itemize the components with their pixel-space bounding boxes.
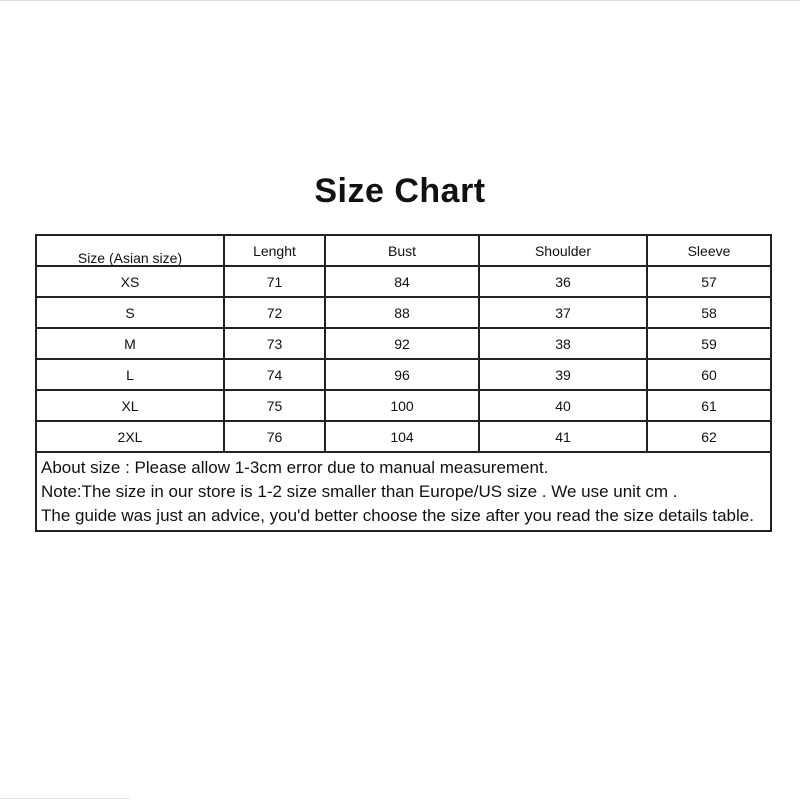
cell-shoulder: 38 [479, 328, 647, 359]
cell-length: 72 [224, 297, 325, 328]
cell-bust: 104 [325, 421, 479, 452]
cell-sleeve: 60 [647, 359, 771, 390]
cell-length: 73 [224, 328, 325, 359]
table-row [36, 359, 771, 390]
header-size: Size (Asian size) [36, 235, 224, 266]
cell-size: M [36, 328, 224, 359]
cell-bust: 100 [325, 390, 479, 421]
table-row [36, 328, 771, 359]
cell-sleeve: 62 [647, 421, 771, 452]
header-shoulder: Shoulder [479, 235, 647, 266]
cell-length: 74 [224, 359, 325, 390]
cell-size: XL [36, 390, 224, 421]
cell-sleeve: 59 [647, 328, 771, 359]
note-about-size: About size : Please allow 1-3cm error due to manual measurement. [41, 458, 549, 477]
note-size-difference: Note:The size in our store is 1-2 size smaller than Europe/US size . We use unit cm . [41, 482, 678, 501]
cell-bust: 88 [325, 297, 479, 328]
size-chart-table [35, 234, 772, 532]
cell-bust: 96 [325, 359, 479, 390]
cell-size: L [36, 359, 224, 390]
header-sleeve: Sleeve [647, 235, 771, 266]
table-row [36, 390, 771, 421]
cell-shoulder: 40 [479, 390, 647, 421]
table-row [36, 421, 771, 452]
cell-shoulder: 41 [479, 421, 647, 452]
top-divider [0, 0, 800, 1]
cell-shoulder: 39 [479, 359, 647, 390]
cell-sleeve: 58 [647, 297, 771, 328]
table-header-row [36, 235, 771, 266]
table-row [36, 297, 771, 328]
cell-shoulder: 36 [479, 266, 647, 297]
cell-sleeve: 57 [647, 266, 771, 297]
cell-size: XS [36, 266, 224, 297]
cell-length: 76 [224, 421, 325, 452]
cell-size: 2XL [36, 421, 224, 452]
table-row [36, 266, 771, 297]
cell-length: 71 [224, 266, 325, 297]
bottom-divider [0, 798, 130, 799]
note-guide-advice: The guide was just an advice, you'd better choose the size after you read the size details table. [41, 506, 754, 525]
header-length: Lenght [224, 235, 325, 266]
page-title: Size Chart [314, 172, 486, 210]
cell-size: S [36, 297, 224, 328]
cell-sleeve: 61 [647, 390, 771, 421]
cell-bust: 92 [325, 328, 479, 359]
notes-cell [36, 452, 771, 531]
cell-shoulder: 37 [479, 297, 647, 328]
notes-row [36, 452, 771, 531]
cell-bust: 84 [325, 266, 479, 297]
cell-length: 75 [224, 390, 325, 421]
header-bust: Bust [325, 235, 479, 266]
